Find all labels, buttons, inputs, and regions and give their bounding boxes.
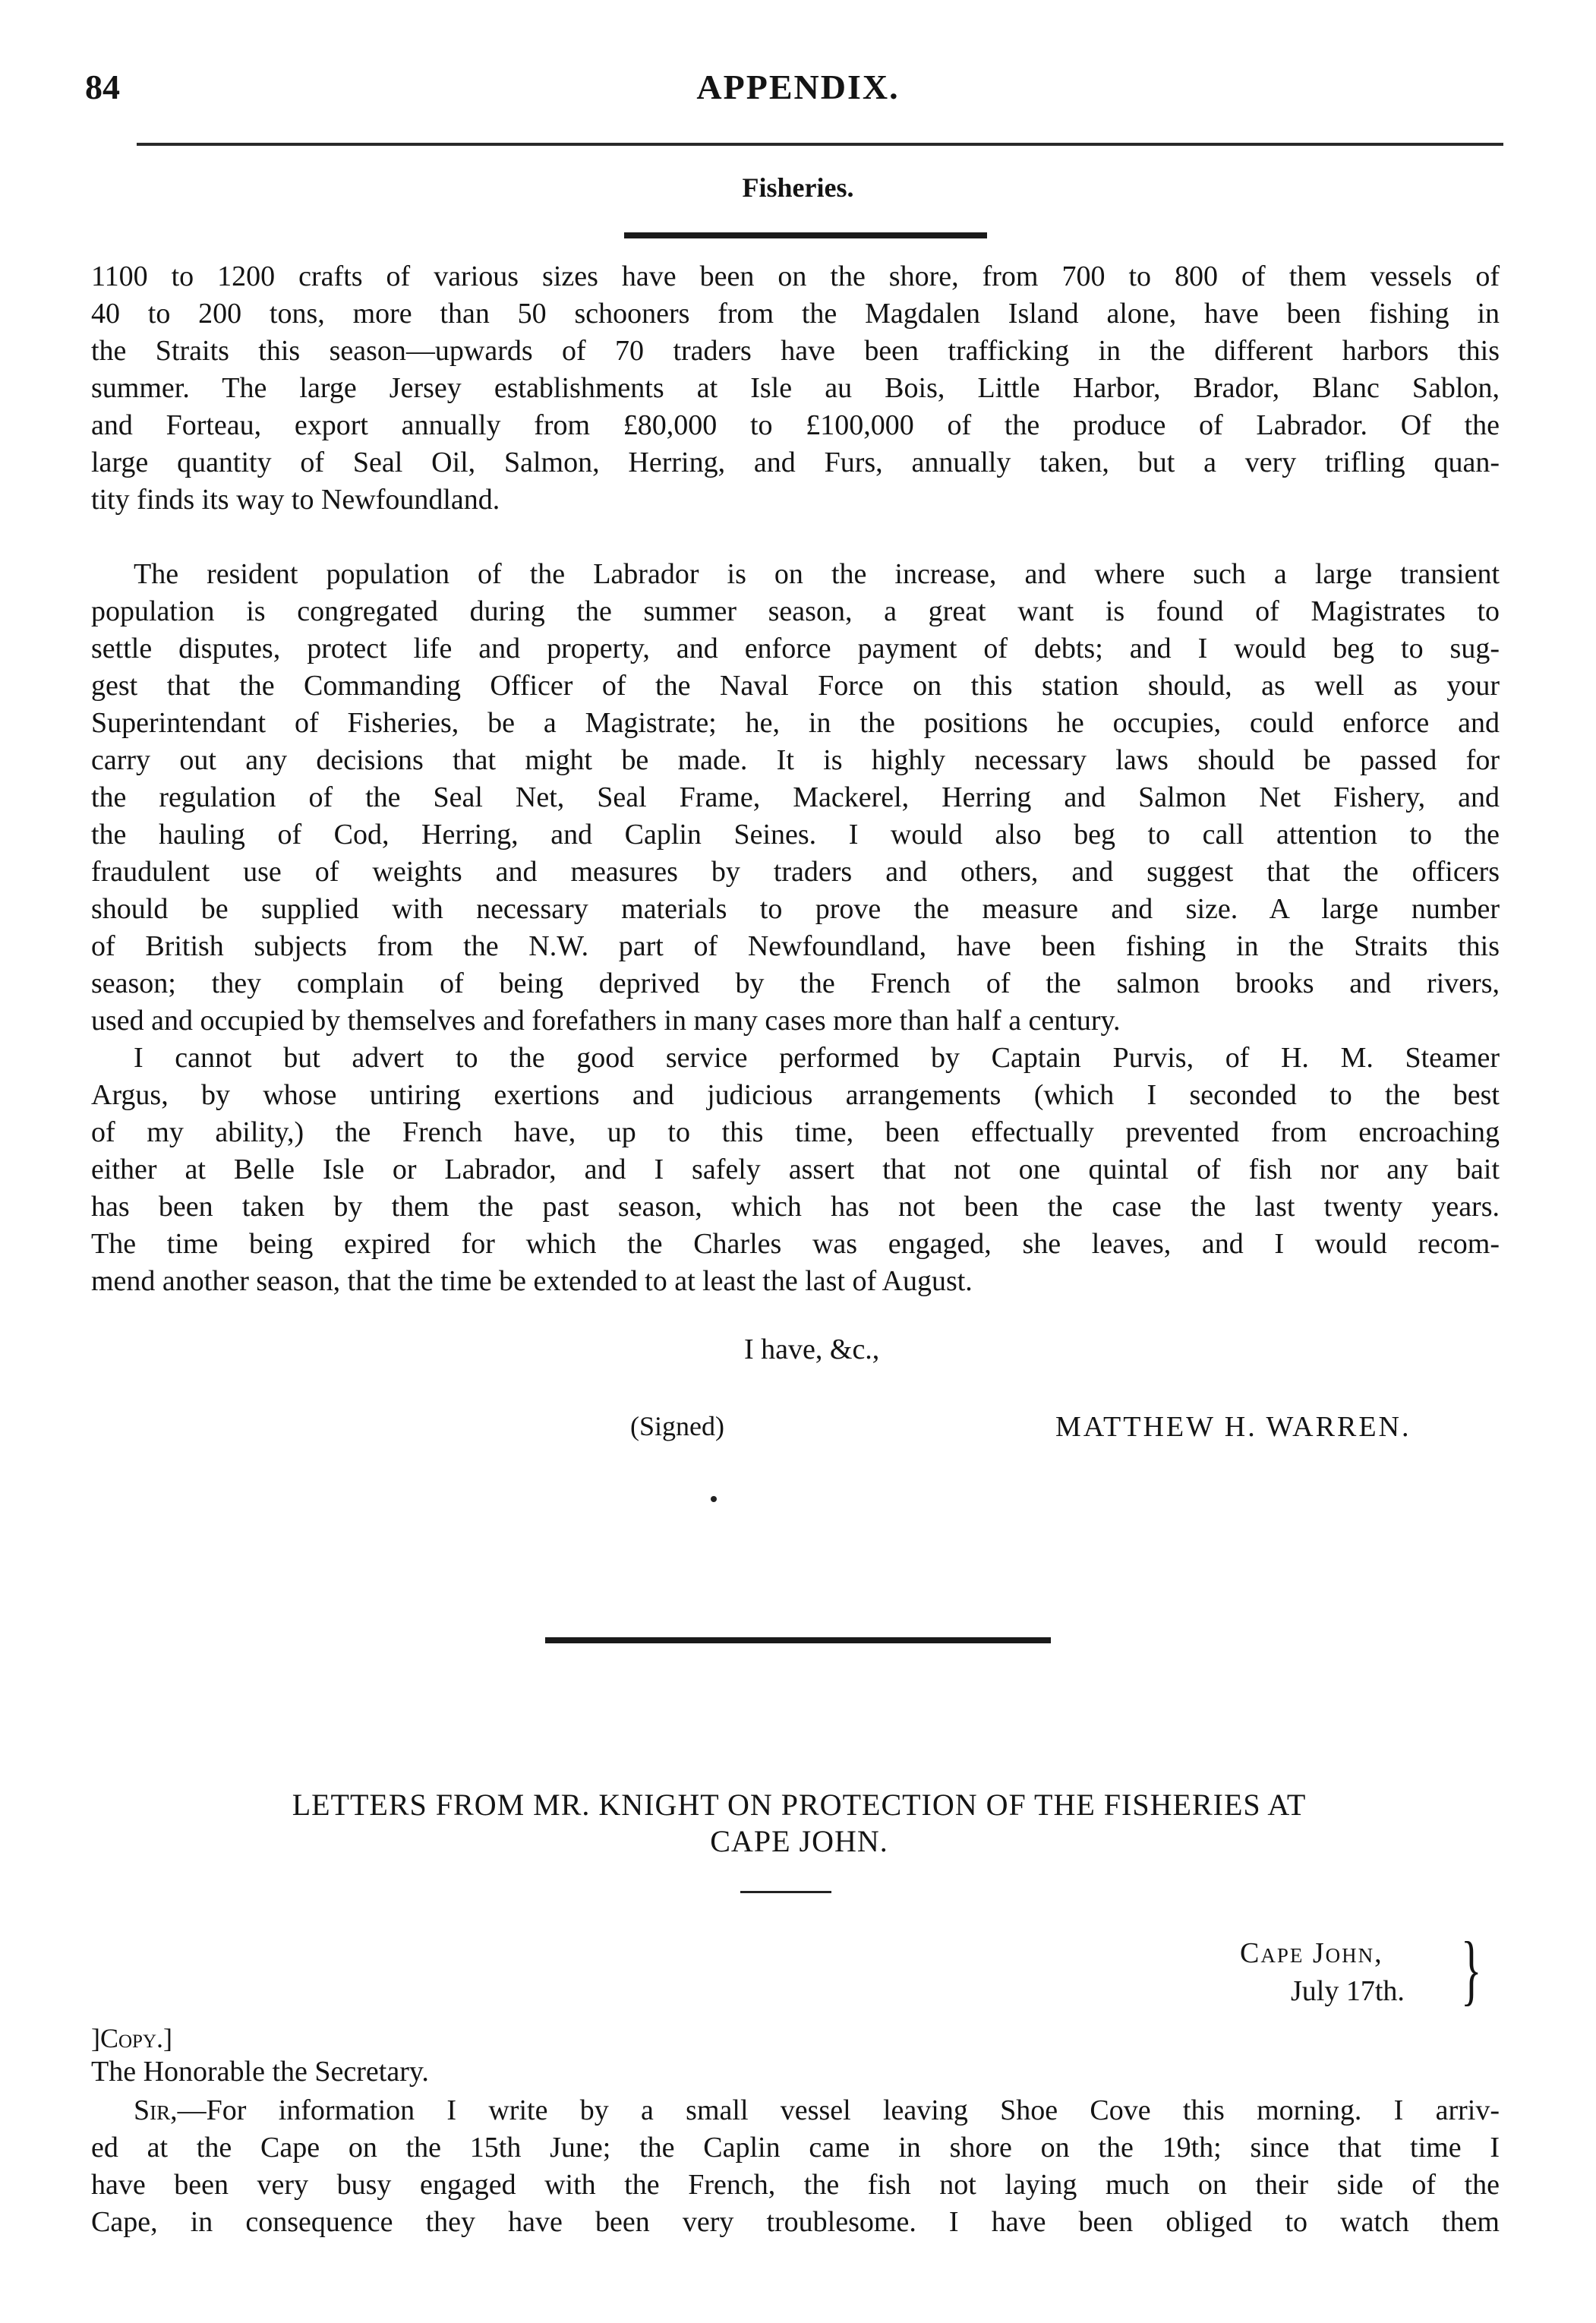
text-line: large quantity of Seal Oil, Salmon, Herring, and Furs, annually taken, but a very trifling quan- (91, 447, 1500, 478)
text-line: gest that the Commanding Officer of the Naval Force on this station should, as well as your (91, 670, 1500, 702)
text-line: used and occupied by themselves and forefathers in many cases more than half a century. (91, 1005, 1121, 1037)
header-rule (137, 143, 1503, 146)
signed-label: (Signed) (630, 1411, 724, 1441)
text-line: has been taken by them the past season, which has not been the case the last twenty years. (91, 1191, 1500, 1223)
text-line: The resident population of the Labrador is on the increase, and where such a large transient (134, 558, 1500, 590)
text-line: tity finds its way to Newfoundland. (91, 484, 500, 516)
letters-title-line: LETTERS FROM MR. KNIGHT ON PROTECTION OF THE FISHERIES AT (292, 1788, 1307, 1822)
text-line: have been very busy engaged with the French, the fish not laying much on their side of the (91, 2169, 1500, 2201)
text-line: and Forteau, export annually from £80,000 to £100,000 of the produce of Labrador. Of the (91, 409, 1500, 441)
brace-glyph: } (1461, 1926, 1482, 2013)
letter-salutation: Sir, (134, 2094, 178, 2126)
section-title: Fisheries. (742, 172, 854, 203)
text-line: 40 to 200 tons, more than 50 schooners from the Magdalen Island alone, have been fishing in (91, 298, 1500, 330)
letters-title-line: CAPE JOHN. (710, 1824, 888, 1858)
text-line: of my ability,) the French have, up to this time, been effectually prevented from encroaching (91, 1116, 1500, 1148)
text-line: the regulation of the Seal Net, Seal Frame, Mackerel, Herring and Salmon Net Fishery, and (91, 781, 1500, 813)
page-number: 84 (85, 68, 120, 106)
letter-date: July 17th. (1291, 1975, 1405, 2007)
text-line: the hauling of Cod, Herring, and Caplin Seines. I would also beg to call attention to the (91, 819, 1500, 851)
letter-body (91, 2092, 1500, 2241)
letters-section-title (99, 1787, 1500, 1860)
text-line: the Straits this season—upwards of 70 traders have been trafficking in the different harbors this (91, 335, 1500, 367)
text-line: Cape, in consequence they have been very troublesome. I have been obliged to watch them (91, 2206, 1500, 2238)
text-line: population is congregated during the summer season, a great want is found of Magistrates to (91, 595, 1500, 627)
signer-name: MATTHEW H. WARREN. (1055, 1411, 1411, 1443)
text-line: ed at the Cape on the 15th June; the Caplin came in shore on the 19th; since that time I (91, 2132, 1500, 2164)
paragraph-fisheries-statistics (91, 258, 1500, 519)
section-separator-rule (545, 1637, 1051, 1643)
text-line: either at Belle Isle or Labrador, and I safely assert that not one quintal of fish nor any bait (91, 1154, 1500, 1185)
text-line: summer. The large Jersey establishments at Isle au Bois, Little Harbor, Brador, Blanc Sablon, (91, 372, 1500, 404)
text-line: carry out any decisions that might be made. It is highly necessary laws should be passed for (91, 744, 1500, 776)
text-line: 1100 to 1200 crafts of various sizes have been on the shore, from 700 to 800 of them vessels of (91, 260, 1500, 292)
text-line: season; they complain of being deprived by the French of the salmon brooks and rivers, (91, 967, 1500, 999)
text-line (91, 2092, 1500, 2129)
text-line: mend another season, that the time be extended to at least the last of August. (91, 1265, 973, 1297)
running-head: APPENDIX. (696, 68, 900, 106)
text-line: Superintendant of Fisheries, be a Magistrate; he, in the positions he occupies, could enforce and (91, 707, 1500, 739)
letter-place: Cape John, (1240, 1937, 1383, 1969)
text-line: settle disputes, protect life and property, and enforce payment of debts; and I would beg to sug- (91, 633, 1500, 664)
section-title-rule (624, 232, 987, 238)
print-dot (711, 1496, 717, 1502)
text-line: fraudulent use of weights and measures by traders and others, and suggest that the officers (91, 856, 1500, 888)
text-line-content: —For information I write by a small vessel leaving Shoe Cove this morning. I arriv- (177, 2094, 1500, 2126)
valediction: I have, &c., (744, 1334, 880, 1365)
text-line: should be supplied with necessary materials to prove the measure and size. A large number (91, 893, 1500, 925)
copy-mark: ]Copy.] (91, 2023, 173, 2053)
letter-addressee: The Honorable the Secretary. (91, 2056, 429, 2088)
text-line: I cannot but advert to the good service performed by Captain Purvis, of H. M. Steamer (134, 1042, 1500, 1074)
letters-title-rule (740, 1891, 831, 1893)
text-line: of British subjects from the N.W. part of Newfoundland, have been fishing in the Straits this (91, 930, 1500, 962)
paragraph-resident-population (91, 556, 1500, 1300)
text-line: The time being expired for which the Charles was engaged, she leaves, and I would recom- (91, 1228, 1500, 1260)
text-line: Argus, by whose untiring exertions and judicious arrangements (which I seconded to the best (91, 1079, 1500, 1111)
